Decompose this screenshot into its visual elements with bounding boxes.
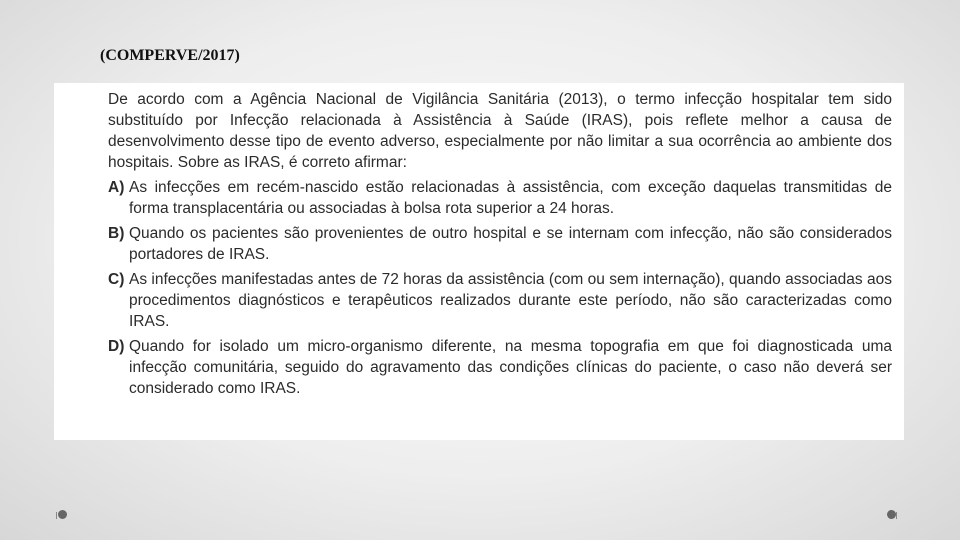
option-a-letter: A): [108, 179, 125, 196]
option-c: [108, 269, 892, 332]
nav-right-line: [896, 512, 897, 519]
nav-left-line: [56, 512, 57, 519]
option-c-text: As infecções manifestadas antes de 72 horas da assistência (com ou sem internação), quando associadas aos procedimentos diagnósticos e terapêuticos realizados durante este período, não são caracterizadas como IRAS.: [129, 271, 892, 330]
nav-left-dot: [58, 510, 67, 519]
next-slide-dot-icon[interactable]: [886, 509, 898, 521]
question-text: [108, 89, 892, 403]
option-a: [108, 177, 892, 219]
option-d: [108, 336, 892, 399]
option-b-letter: B): [108, 225, 125, 242]
nav-right-dot: [887, 510, 896, 519]
question-stem: De acordo com a Agência Nacional de Vigilância Sanitária (2013), o termo infecção hospitalar tem sido substituído por Infecção relacionada à Assistência à Saúde (IRAS), pois reflete melhor a causa de desenvolvimento desse tipo de evento adverso, especialmente por não limitar a sua ocorrência ao ambiente dos hospitais. Sobre as IRAS, é correto afirmar:: [108, 91, 892, 171]
option-b-text: Quando os pacientes são provenientes de outro hospital e se internam com infecção, não são considerados portadores de IRAS.: [129, 225, 892, 263]
previous-slide-dot-icon[interactable]: [56, 509, 68, 521]
option-d-letter: D): [108, 338, 125, 355]
option-a-text: As infecções em recém-nascido estão relacionadas à assistência, com exceção daquelas transmitidas de forma transplacentária ou associadas à bolsa rota superior a 24 horas.: [129, 179, 892, 217]
option-d-text: Quando for isolado um micro-organismo diferente, na mesma topografia em que foi diagnosticada uma infecção comunitária, seguido do agravamento das condições clínicas do paciente, o caso não deverá ser considerado como IRAS.: [129, 338, 892, 397]
slide-title: (COMPERVE/2017): [100, 47, 240, 64]
option-c-letter: C): [108, 271, 125, 288]
option-b: [108, 223, 892, 265]
question-image-box: [54, 83, 904, 440]
